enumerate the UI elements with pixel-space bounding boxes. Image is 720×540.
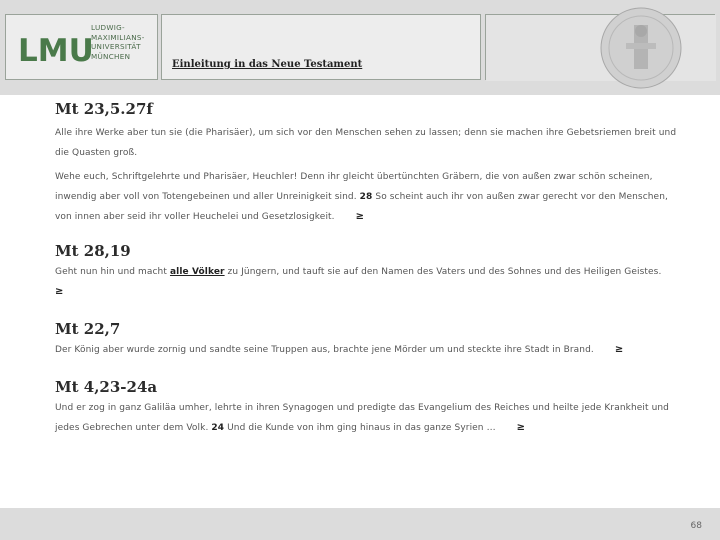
verse-text-1: Der König aber wurde zornig und sandte seine Truppen aus, brachte jene Mörder um und steckte ihre Stadt in Brand.: [55, 345, 594, 355]
verse-text-2b: So scheint auch ihr von außen zwar gerecht vor den Menschen, von innen aber seid ihr voller Heuchelei und Gesetzlosigkeit.: [55, 192, 668, 222]
logo-line-4: MÜNCHEN: [91, 51, 131, 61]
header-bar: [0, 0, 720, 95]
section-mt-23: [55, 100, 685, 227]
section-heading: Mt 22,7: [55, 320, 121, 338]
section-mt-22: [55, 320, 685, 360]
arrow-icon[interactable]: ≥: [516, 422, 526, 433]
svg-text:LMU: LMU: [18, 33, 94, 69]
university-name: [91, 23, 145, 61]
verse-text: [55, 398, 685, 438]
seal-panel: [485, 14, 715, 80]
verse-text-1: Alle ihre Werke aber tun sie (die Pharisäer), um sich vor den Menschen sehen zu lassen; denn sie machen ihre Gebetsriemen breit und die Quasten groß.: [55, 128, 677, 158]
section-heading: Mt 28,19: [55, 242, 131, 260]
logo-line-1: LUDWIG-: [91, 23, 125, 32]
emphasis-text: alle Völker: [169, 267, 225, 277]
verse-text: [55, 262, 685, 282]
verse-text-1b: zu Jüngern, und tauft sie auf den Namen des Vaters und des Sohnes und des Heiligen Geistes.: [227, 267, 662, 277]
arrow-icon[interactable]: ≥: [55, 286, 64, 297]
logo-line-2: MAXIMILIANS-: [91, 32, 145, 42]
university-seal-image: [486, 15, 716, 81]
arrow-icon[interactable]: ≥: [355, 211, 365, 222]
section-mt-28: [55, 242, 685, 302]
section-mt-4: [55, 378, 685, 438]
title-panel: [161, 14, 481, 80]
verse-text-2a: Wehe euch, Schriftgelehrte und Pharisäer, Heuchler! Denn ihr gleicht übertünchten Gräbern, die von außen zwar schön scheinen, inwendig aber voll von Totengebeinen und aller Unreinigkeit sind.: [55, 172, 653, 202]
verse-text: [55, 167, 685, 227]
section-heading: Mt 23,5.27f: [55, 100, 153, 118]
arrow-icon[interactable]: ≥: [614, 344, 624, 355]
verse-text: [55, 123, 685, 163]
verse-number: 28: [359, 192, 373, 202]
verse-text: [55, 340, 685, 360]
verse-text-1a: Und er zog in ganz Galiläa umher, lehrte in ihren Synagogen und predigte das Evangelium des Reiches und heilte jede Krankheit und jedes Gebrechen unter dem Volk.: [55, 403, 669, 433]
lecture-title: Einleitung in das Neue Testament: [172, 59, 363, 70]
lmu-logo: [5, 14, 158, 80]
verse-text-1b: Und die Kunde von ihm ging hinaus in das ganze Syrien …: [227, 423, 496, 433]
page-number: 68: [690, 521, 702, 531]
arrow-line: [55, 282, 685, 302]
footer-bar: [0, 508, 720, 540]
verse-number: 24: [211, 423, 225, 433]
section-heading: Mt 4,23-24a: [55, 378, 158, 396]
verse-text-1a: Geht nun hin und macht: [55, 267, 167, 277]
lmu-logo-mark: [16, 25, 94, 69]
logo-line-3: UNIVERSITÄT: [91, 42, 141, 52]
